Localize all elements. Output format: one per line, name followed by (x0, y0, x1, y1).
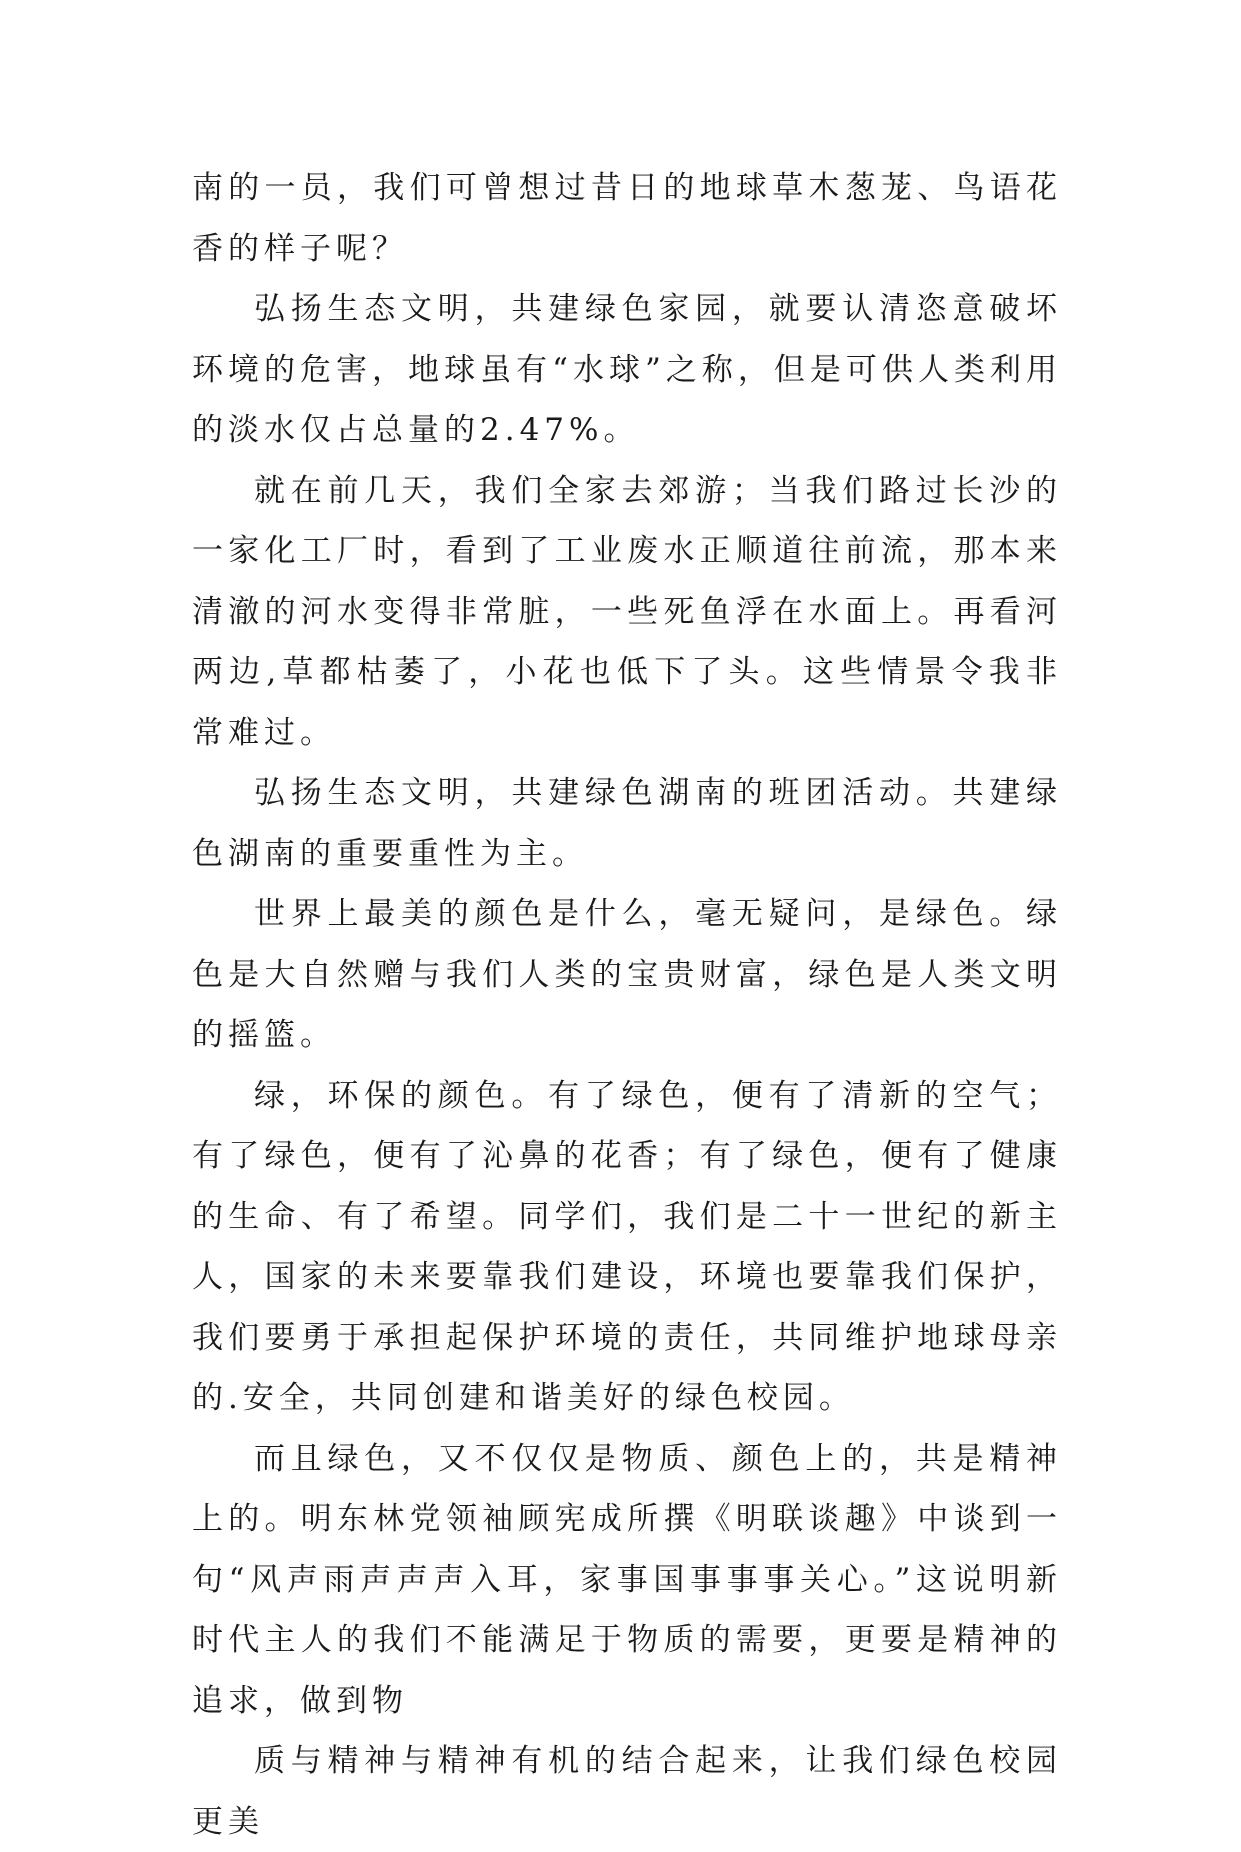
paragraph-8: 质与精神与精神有机的结合起来，让我们绿色校园更美 (192, 1743, 1062, 1840)
paragraph-2: 弘扬生态文明，共建绿色家园，就要认清恣意破坏环境的危害，地球虽有“水球”之称，但是可供人类利用的淡水仅占总量的2.47%。 (192, 291, 1062, 448)
paragraph-3: 就在前几天，我们全家去郊游；当我们路过长沙的一家化工厂时，看到了工业废水正顺道往前流，那本来清澈的河水变得非常脏，一些死鱼浮在水面上。再看河两边,草都枯萎了，小花也低下了头。这些情景令我非常难过。 (192, 472, 1062, 751)
paragraph-7: 而且绿色，又不仅仅是物质、颜色上的，共是精神上的。明东林党领袖顾宪成所撰《明联谈趣》中谈到一句“风声雨声声声入耳，家事国事事事关心。”这说明新时代主人的我们不能满足于物质的需要，更要是精神的追求，做到物 (192, 1440, 1062, 1719)
document-body (192, 158, 1062, 1852)
paragraph-4: 弘扬生态文明，共建绿色湖南的班团活动。共建绿色湖南的重要重性为主。 (192, 775, 1062, 872)
paragraph-1: 南的一员，我们可曾想过昔日的地球草木葱茏、鸟语花香的样子呢？ (192, 170, 1062, 267)
paragraph-6: 绿，环保的颜色。有了绿色，便有了清新的空气；有了绿色，便有了沁鼻的花香；有了绿色，便有了健康的生命、有了希望。同学们，我们是二十一世纪的新主人，国家的未来要靠我们建设，环境也要靠我们保护，我们要勇于承担起保护环境的责任，共同维护地球母亲的.安全，共同创建和谐美好的绿色校园。 (192, 1077, 1062, 1416)
paragraph-5: 世界上最美的颜色是什么，毫无疑问，是绿色。绿色是大自然赠与我们人类的宝贵财富，绿色是人类文明的摇篮。 (192, 896, 1062, 1053)
